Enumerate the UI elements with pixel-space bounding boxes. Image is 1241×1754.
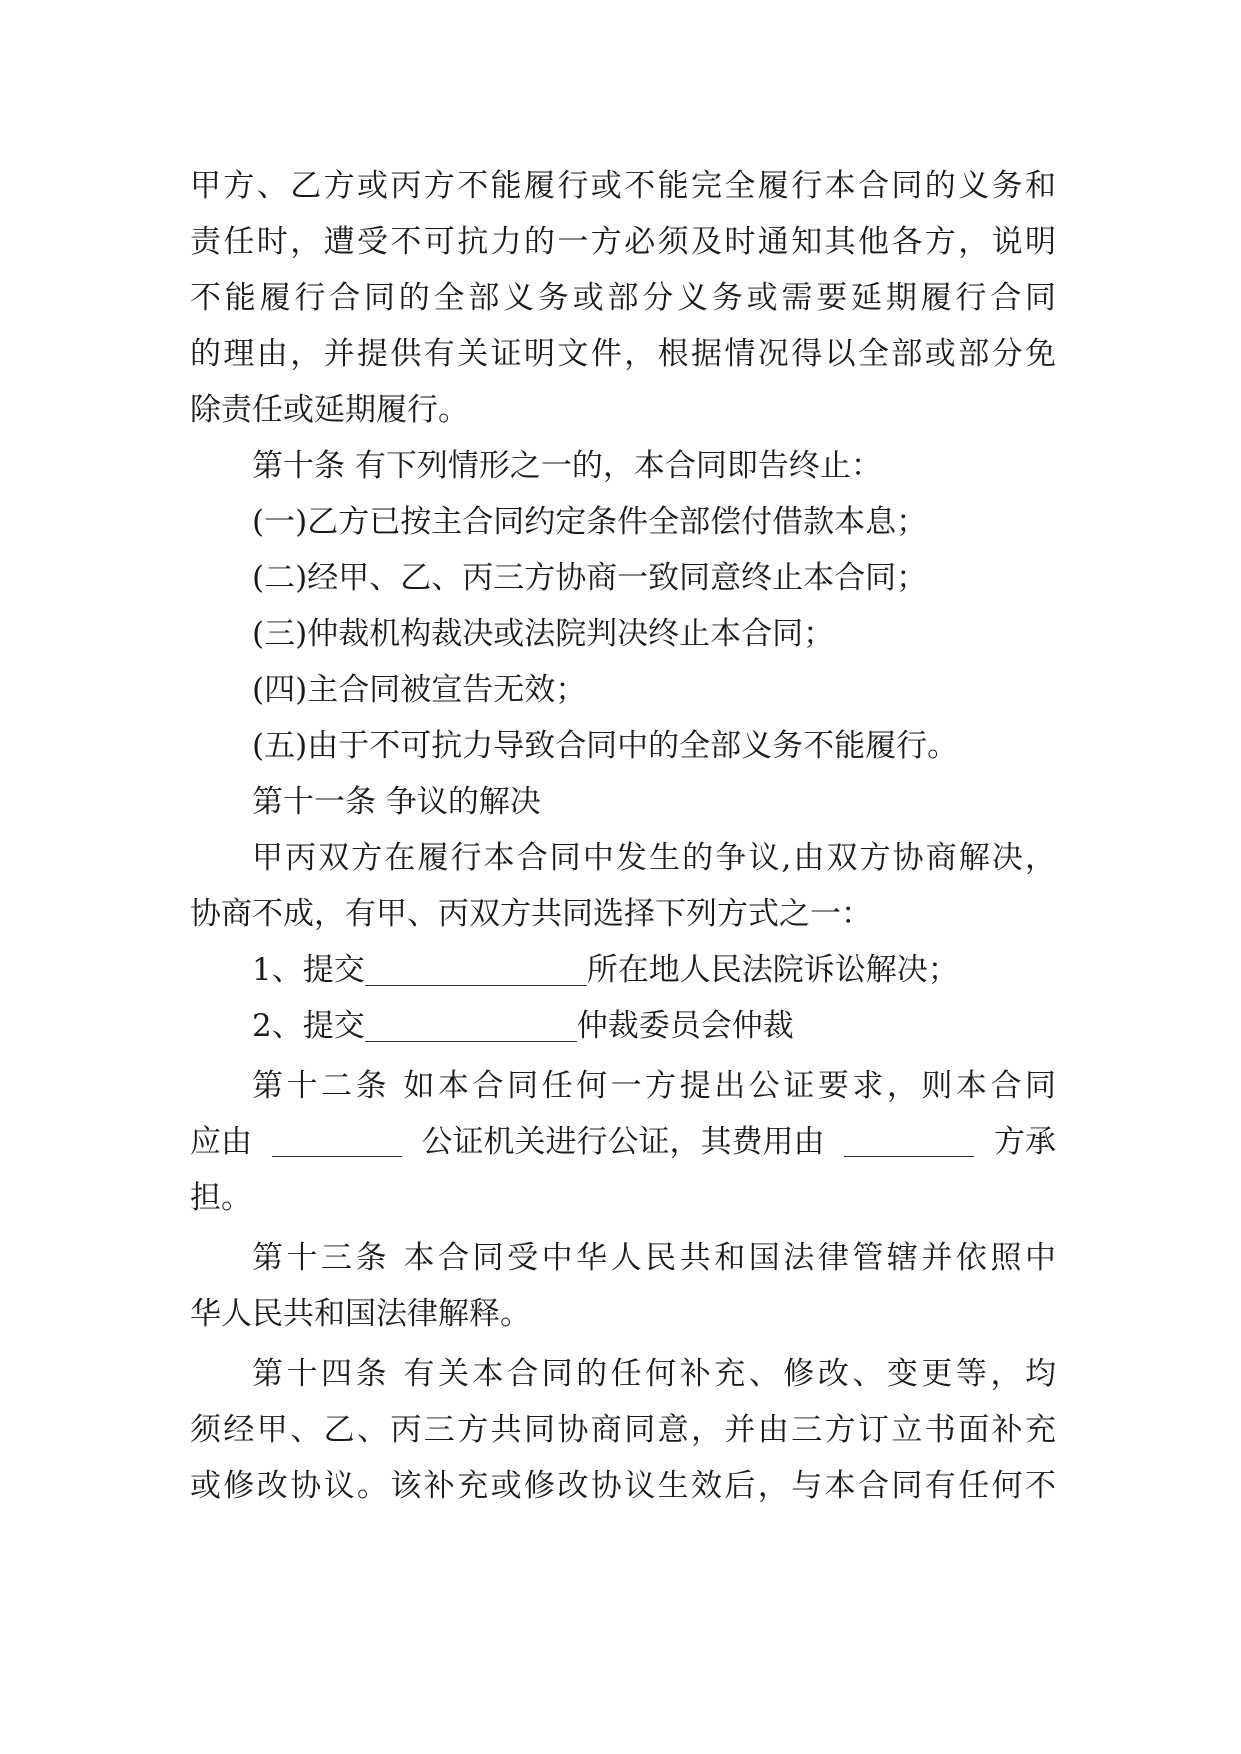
list-item: (五)由于不可抗力导致合同中的全部义务不能履行。 bbox=[252, 728, 959, 764]
fill-blank[interactable] bbox=[365, 1040, 577, 1042]
paragraph-line: 协商不成，有甲、丙双方共同选择下列方式之一： bbox=[190, 896, 872, 932]
list-item: (四)主合同被宣告无效； bbox=[252, 672, 587, 708]
paragraph-line: 或修改协议。该补充或修改协议生效后，与本合同有任何不 bbox=[190, 1468, 1056, 1504]
option-line bbox=[252, 940, 959, 1000]
list-item: (三)仲裁机构裁决或法院判决终止本合同； bbox=[252, 616, 835, 652]
paragraph-line: 华人民共和国法律解释。 bbox=[190, 1296, 531, 1332]
paragraph-line: 不能履行合同的全部义务或部分义务或需要延期履行合同 bbox=[190, 280, 1056, 316]
paragraph-line: 责任时，遭受不可抗力的一方必须及时通知其他各方，说明 bbox=[190, 224, 1056, 260]
text-fragment: 公证机关进行公证，其费用由 bbox=[421, 1124, 825, 1160]
option-suffix: 所在地人民法院诉讼解决； bbox=[586, 952, 959, 988]
option-suffix: 仲裁委员会仲裁 bbox=[576, 1008, 794, 1044]
option-prefix: 1、提交 bbox=[252, 952, 365, 988]
article-heading: 第十一条 争议的解决 bbox=[252, 784, 541, 820]
fill-blank[interactable] bbox=[844, 1155, 974, 1157]
article-heading: 第十条 有下列情形之一的，本合同即告终止： bbox=[252, 448, 882, 484]
article-heading: 第十四条 有关本合同的任何补充、修改、变更等，均 bbox=[252, 1356, 1056, 1392]
fill-blank[interactable] bbox=[365, 984, 587, 986]
list-item: (一)乙方已按主合同约定条件全部偿付借款本息； bbox=[252, 504, 928, 540]
option-line bbox=[252, 996, 794, 1056]
paragraph-line: 担。 bbox=[190, 1180, 252, 1216]
article-heading: 第十三条 本合同受中华人民共和国法律管辖并依照中 bbox=[252, 1240, 1056, 1276]
option-prefix: 2、提交 bbox=[252, 1008, 365, 1044]
list-item: (二)经甲、乙、丙三方协商一致同意终止本合同； bbox=[252, 560, 928, 596]
paragraph-line: 甲方、乙方或丙方不能履行或不能完全履行本合同的义务和 bbox=[190, 168, 1056, 204]
paragraph-line: 须经甲、乙、丙三方共同协商同意，并由三方订立书面补充 bbox=[190, 1412, 1056, 1448]
paragraph-line: 除责任或延期履行。 bbox=[190, 392, 469, 428]
text-fragment: 应由 bbox=[190, 1124, 252, 1160]
paragraph-line: 的理由，并提供有关证明文件，根据情况得以全部或部分免 bbox=[190, 336, 1056, 372]
paragraph-line: 甲丙双方在履行本合同中发生的争议,由双方协商解决， bbox=[252, 840, 1056, 876]
article-heading: 第十二条 如本合同任何一方提出公证要求，则本合同 bbox=[252, 1068, 1056, 1104]
paragraph-line bbox=[190, 1112, 1056, 1172]
text-fragment: 方承 bbox=[994, 1124, 1056, 1160]
fill-blank[interactable] bbox=[272, 1155, 402, 1157]
